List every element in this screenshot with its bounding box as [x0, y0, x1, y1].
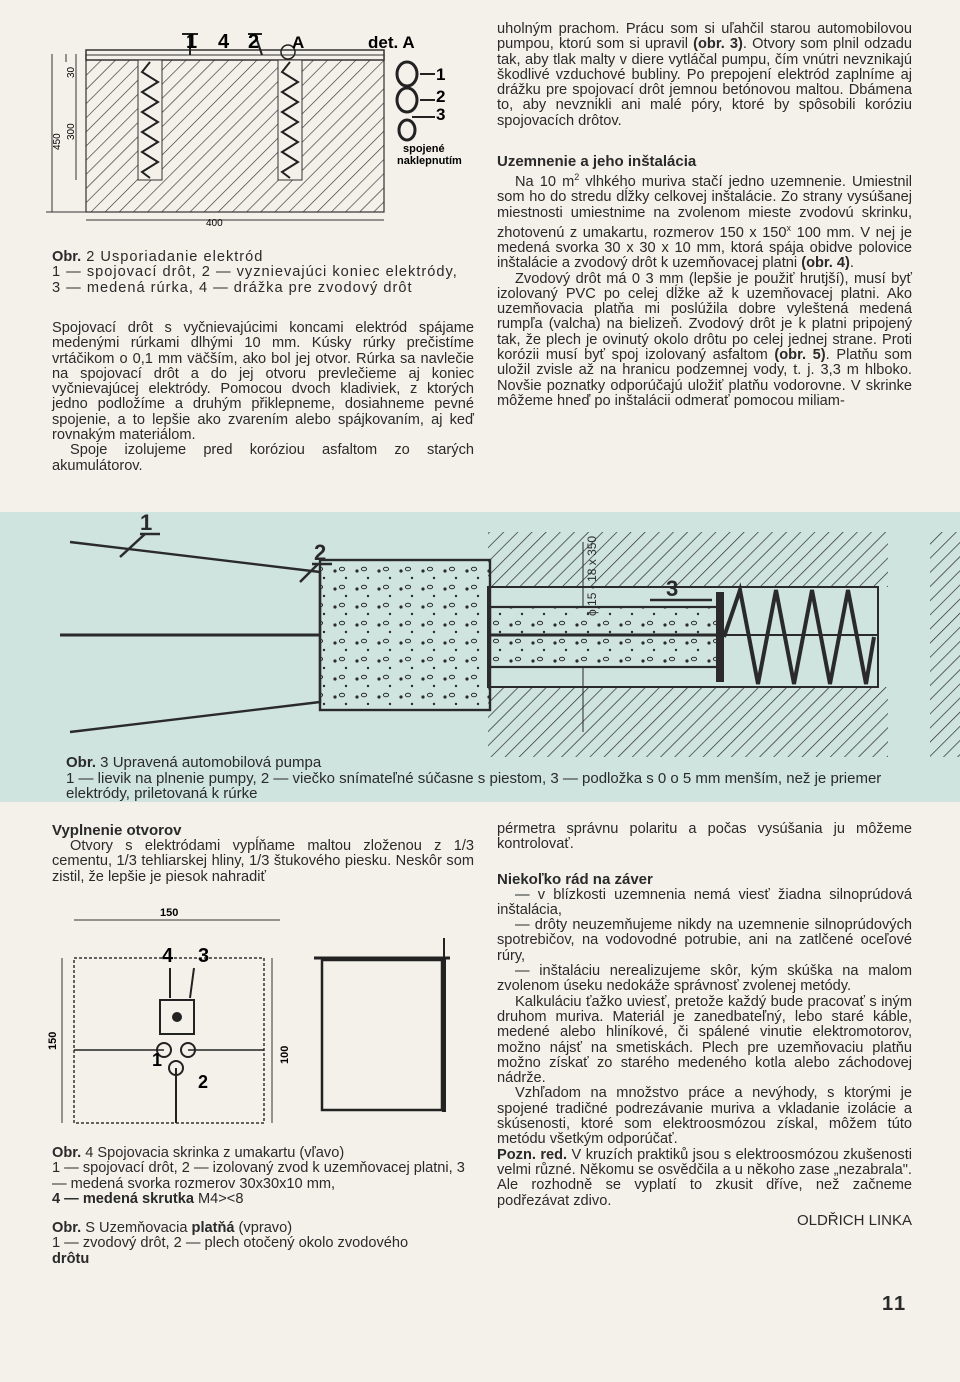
- fig4-dim-150-side: 150: [47, 1031, 59, 1050]
- pump-tube: [490, 607, 720, 667]
- figure-2-electrode-arrangement: [40, 22, 480, 242]
- caption-line: 1 — spojovací drôt, 2 — vyznievajúci koniec elektródy,: [52, 264, 458, 281]
- fig4-dim-150-top: 150: [160, 907, 179, 919]
- paragraph: Spoje izolujeme pred koróziou asfaltom zo starých akumulátorov.: [52, 442, 474, 474]
- list-item: — v blízkosti uzemnenia nemá viesť žiadna silnoprúdová inštalácia,: [497, 886, 912, 918]
- paragraph: Vzhľadom na množstvo práce a nevýhody, s ktorými je spojené tradičné podrezávanie muriva a vkladanie izolácie a skúsenosti, ktoré som elektroosmózou získal, môžem túto metódu všetkým odporúčať.: [497, 1085, 912, 1148]
- right-bottom-text: [497, 822, 912, 1228]
- section-heading: Niekoľko rád na záver: [497, 870, 653, 888]
- caption-prefix: Obr.: [52, 249, 82, 265]
- left-bottom-text: [52, 822, 474, 885]
- paragraph: Kalkuláciu ťažko uviesť, pretože každý bude pracovať s iným druhom muriva. Materiál je zanedbateľný, lebo staré káble, medené alebo hliníkové, či spálené vinutie elektromotorov, možno nájsť na smetiskách. Plech pre uzemňovaciu platňu možno získať zo starého medeného kotla alebo záchodovej nádrže.: [497, 993, 912, 1087]
- fig2-dim-450: 450: [52, 133, 63, 150]
- fig2-naklepnutim: naklepnutím: [397, 155, 462, 167]
- fig3-label-1: 1: [140, 510, 153, 535]
- figure-2-caption: [52, 250, 477, 296]
- fig4-dim-100: 100: [279, 1045, 291, 1064]
- figure-4-5-diagram: [47, 898, 472, 1143]
- author: OLDŘICH LINKA: [796, 1211, 912, 1229]
- section-heading: Vyplnenie otvorov: [52, 822, 182, 839]
- caption-line: 1 — spojovací drôt, 2 — izolovaný zvod k uzemňovacej platni, 3 — medená svorka rozmerov 30x30x10 mm,: [52, 1160, 465, 1192]
- list-item: — drôty neuzemňujeme nikdy na uzemnenie silnoprúdových spotrebičov, na vodovodné potrubie, ani na zatlčené oceľové rúry,: [497, 917, 912, 964]
- fig2-spojene: spojené: [403, 143, 445, 155]
- paragraph: Na 10 $m^2$ vlhkého muriva stačí jedno uzemnenie. Umiestnil som ho do stredu dĺžky celkovej inštalácie. Zo strany vysúšanej miestnosti umiestnime na zvolenom mieste zvodovú skrinku, zhotovenú z umakartu, rozmerov 150 x 150$^x$ 100 mm. V nej je medená svorka 30 x 30 x 10 mm, ktorá spája obidve polovice inštalácie a zvodový drôt k uzemňovacej platni (obr. 4).: [497, 172, 912, 272]
- wall-section: [86, 54, 384, 212]
- left-top-text: [52, 321, 474, 474]
- fig2-detail-label-2: 2: [436, 87, 446, 106]
- paragraph: Zvodový drôt má 0 3 mm (lepšie je použiť hrutjší), musí byť izolovaný PVC po celej dĺžke až k uzemňovacej platni. Ako uzemňovacia platňa mi poslúžila dobre vyleštená medená rumpľa (valcha) na bielizeň. Zvodový drôt je k platni pripojený tak, že plech je ovinutý okolo drôtu po celej jednej strane. Proti korózii musí byť spoj izolovaný asfaltom (obr. 5). Platňu som uložil zvisle až na hranicu podzemnej vody, t. j. 3,3 m hlboko. Novšie poznatky odporúčajú uložiť platňu vodorovne. V skrinke môžeme hneď po inštalácii odmerať pomocou miliam-: [497, 270, 912, 409]
- caption-line: 1 — zvodový drôt, 2 — plech otočený okolo zvodového: [52, 1235, 409, 1252]
- fig4-label-3: 3: [198, 945, 210, 967]
- paragraph: uholným prachom. Prácu som si uľahčil starou automobilovou pumpou, ktorú som si upravil (obr. 3). Otvory som plnil odzadu tak, aby tlak malty v diere vytláčal pumpu, čím vnútri nevznikajú škodlivé vzduchové bubliny. Po prepojení elektród zaplníme aj drážku pre spojovací drôt jemnou betónovou maltou. Dbámena to, aby nevznikli ani malé póry, ktoré by spôsobili koróziu spojovacích drôtov.: [497, 21, 912, 129]
- list-item: — inštaláciu nerealizujeme skôr, kým skúška na malom zvolenom úseku nedokáže správnosť zvolenej metódy.: [497, 963, 912, 995]
- section-heading: Uzemnenie a jeho inštalácia: [497, 153, 697, 171]
- fig4-label-4: 4: [162, 945, 174, 967]
- fig2-detail-a: det. A: [368, 33, 415, 52]
- right-top-text: [497, 22, 912, 409]
- paragraph: Otvory s elektródami vypĺňame maltou zloženou z 1/3 cementu, 1/3 tehliarskej hliny, 1/3 štukového piesku. Neskôr som zistil, že lepšie je piesok nahradiť: [52, 838, 474, 885]
- fig2-label-1: 1: [186, 31, 198, 53]
- fig2-label-A: A: [292, 33, 305, 52]
- editor-note: Pozn. red. V kruzích praktiků jsou s elektroosmózou zkušenosti velmi různé. Někomu se osvědčila a u někoho zase „nezabrala". Ale rozhodně se vyplatí to zkusit dříve, než začneme podřezávat zdivo.: [497, 1146, 912, 1209]
- fig3-label-3: 3: [666, 576, 679, 601]
- page-number: 11: [882, 1293, 908, 1315]
- washer: [716, 592, 724, 682]
- fig4-label-1: 1: [152, 1050, 163, 1070]
- fig2-label-4: 4: [218, 31, 230, 53]
- caption-line: drôtu: [52, 1250, 90, 1267]
- fig2-detail-label-3: 3: [436, 105, 446, 124]
- figure-4-caption: Obr. 4 Spojovacia skrinka z umakartu (vľavo) 1 — spojovací drôt, 2 — izolovaný zvod k uzemňovacej platni, 3 — medená svorka rozmerov 30x30x10 mm, 4 — medená skrutka M4><8: [52, 1146, 476, 1207]
- caption-line: 3 — medená rúrka, 4 — drážka pre zvodový drôt: [52, 279, 413, 296]
- fig2-detail-label-1: 1: [436, 65, 446, 84]
- fig2-dim-300: 300: [66, 123, 77, 140]
- pump-cylinder: [320, 560, 490, 710]
- fig3-label-2: 2: [314, 540, 327, 565]
- fig3-dimension: ϕ 15 - 18 x 350: [585, 535, 599, 616]
- fig2-dim-400: 400: [206, 218, 223, 229]
- fig2-dim-30: 30: [66, 66, 77, 78]
- paragraph: pérmetra správnu polaritu a počas vysúšania ju môžeme kontrolovať.: [497, 821, 912, 853]
- figure-3-caption: Obr. 3 Upravená automobilová pumpa 1 — lievik na plnenie pumpy, 2 — viečko snímateľné súčasne s piestom, 3 — podložka s 0 o 5 mm menším, než je priemer elektródy, priletovaná k rúrke: [66, 755, 896, 802]
- paragraph: Spojovací drôt s vyčnievajúcimi koncami elektród spájame medenými rúrkami dlhými 10 mm. Kúsky rúrky prečistíme vrtáčikom o 0,1 mm väčším, ako bol jej otvor. Rúrka sa navlečie na spojovací drôt a do jej otvoru prevlečieme aj koniec vyčnievajúcej elektródy. Pomocou dvoch kladiviek, z ktorých jedno podložíme a druhým přiklepneme, dosiahneme pevné spojenie, a to lepšie ako zvarením alebo spájkovaním, aj keď rovnakým materiálom.: [52, 320, 474, 444]
- fig4-label-2: 2: [198, 1072, 209, 1092]
- fig2-label-2: 2: [248, 31, 260, 53]
- figure-5-caption: Obr. S Uzemňovacia platňá (vpravo) 1 — zvodový drôt, 2 — plech otočený okolo zvodového drôtu: [52, 1221, 476, 1267]
- earthing-plate: [322, 960, 442, 1110]
- caption-title: 2 Usporiadanie elektród: [81, 249, 264, 265]
- caption-line: 1 — lievik na plnenie pumpy, 2 — viečko snímateľné súčasne s piestom, 3 — podložka s 0 o 5 mm menším, než je priemer elektródy, priletovaná k rúrke: [66, 769, 882, 802]
